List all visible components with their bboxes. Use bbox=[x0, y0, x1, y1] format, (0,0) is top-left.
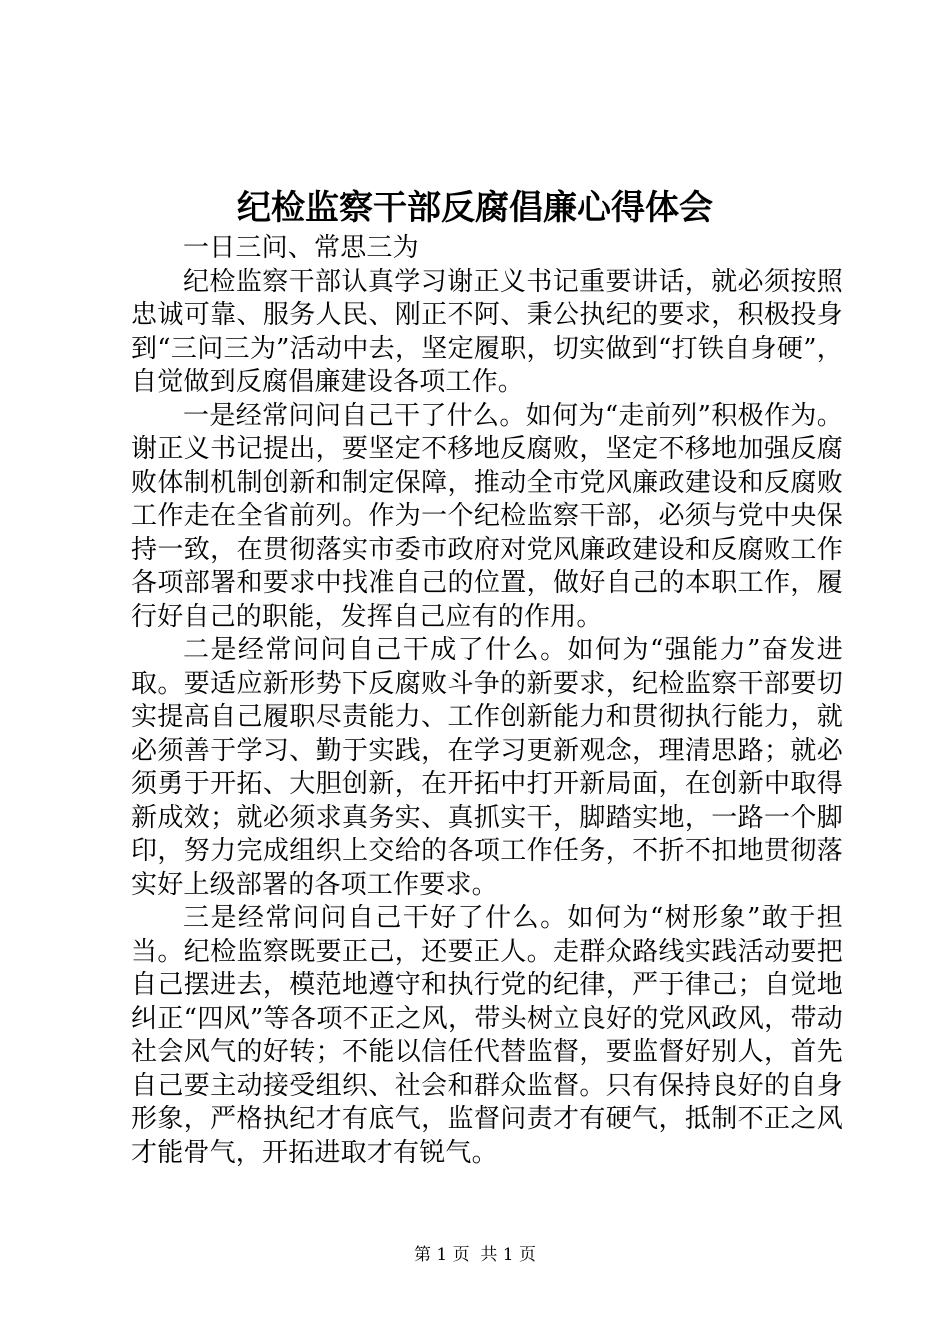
page-footer bbox=[0, 1243, 950, 1267]
paragraph-first-question: 一是经常问问自己干了什么。如何为“走前列”积极作为。谢正义书记提出，要坚定不移地反腐败，坚定不移地加强反腐败体制机制创新和制定保障，推动全市党风廉政建设和反腐败工作走在全省前列。作为一个纪检监察干部，必须与党中央保持一致，在贯彻落实市委市政府对党风廉政建设和反腐败工作各项部署和要求中找准自己的位置，做好自己的本职工作，履行好自己的职能，发挥自己应有的作用。 bbox=[131, 400, 843, 632]
paragraph-second-question: 二是经常问问自己干成了什么。如何为“强能力”奋发进取。要适应新形势下反腐败斗争的新要求，纪检监察干部要切实提高自己履职尽责能力、工作创新能力和贯彻执行能力，就必须善于学习、勤于实践，在学习更新观念，理清思路；就必须勇于开拓、大胆创新，在开拓中打开新局面，在创新中取得新成效；就必须求真务实、真抓实干，脚踏实地，一路一个脚印，努力完成组织上交给的各项工作任务，不折不扣地贯彻落实好上级部署的各项工作要求。 bbox=[131, 635, 843, 900]
document-body bbox=[131, 232, 843, 1170]
section-heading: 一日三问、常思三为 bbox=[183, 233, 419, 263]
page-number: 第 1 页 共 1 页 bbox=[413, 1245, 537, 1265]
intro-paragraph: 纪检监察干部认真学习谢正义书记重要讲话，就必须按照忠诚可靠、服务人民、刚正不阿、秉公执纪的要求，积极投身到“三问三为”活动中去，坚定履职，切实做到“打铁自身硬”，自觉做到反腐倡廉建设各项工作。 bbox=[131, 266, 843, 397]
document-title: 纪检监察干部反腐倡廉心得体会 bbox=[237, 188, 713, 228]
paragraph-third-question: 三是经常问问自己干好了什么。如何为“树形象”敢于担当。纪检监察既要正己，还要正人。走群众路线实践活动要把自己摆进去，模范地遵守和执行党的纪律，严于律己；自觉地纠正“四风”等各项不正之风，带头树立良好的党风政风，带动社会风气的好转；不能以信任代替监督，要监督好别人，首先自己要主动接受组织、社会和群众监督。只有保持良好的自身形象，严格执纪才有底气，监督问责才有硬气，抵制不正之风才能骨气，开拓进取才有锐气。 bbox=[131, 903, 843, 1168]
